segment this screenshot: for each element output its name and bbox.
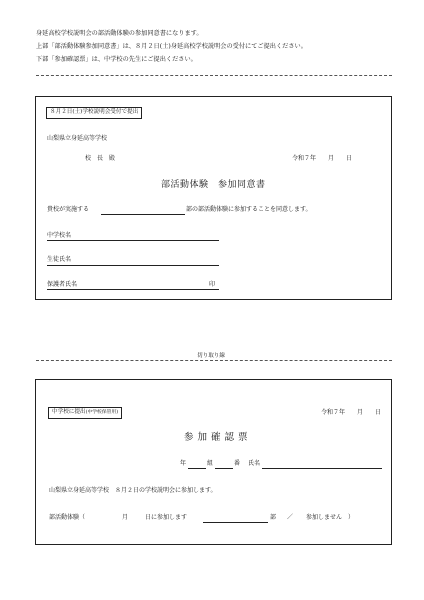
participation-statement: 山梨県立身延高等学校 ８月２日の学校説明会に参加します。 (49, 487, 217, 494)
month-suffix: 月 (122, 514, 129, 521)
guardian-name-field[interactable] (47, 289, 219, 290)
intro-line-2: 上部「部活動体験参加同意書」は、８月２日(土)身延高校学校説明会の受付にてご提出ください。 (36, 43, 307, 50)
student-name-field[interactable] (47, 265, 219, 266)
club-suffix: 部 (270, 514, 277, 521)
addressee-title: 校 長 殿 (85, 155, 116, 162)
consent-prefix: 貴校が実施する (47, 206, 90, 213)
form-date: 令和７年 月 日 (292, 155, 353, 162)
submission-tag: ８月２日(土)学校説明会受付で提出 (46, 107, 142, 119)
not-attend-text: 参加しません ） (306, 514, 355, 521)
intro-line-1: 身延高校学校説明会の部活動体験の参加同意書になります。 (36, 30, 203, 37)
cut-line (36, 360, 392, 361)
number-field[interactable] (215, 468, 233, 469)
cut-line-label: 切り取り線 (194, 354, 228, 360)
consent-suffix: 部の部活動体験に参加することを同意します。 (186, 206, 312, 213)
tag-main: 中学校に提出 (52, 409, 86, 415)
consent-form (35, 96, 392, 300)
confirmation-form (35, 379, 392, 545)
intro-line-3: 下部「参加確認票」は、中学校の先生にご提出ください。 (36, 56, 197, 63)
slash-separator: ／ (287, 514, 294, 521)
grade-field-group (180, 461, 186, 467)
form2-date: 令和７年 月 日 (321, 409, 382, 416)
number-suffix: 番 (234, 460, 241, 467)
club-name-field[interactable] (101, 214, 185, 215)
tag-note: (中学校保管用) (85, 410, 119, 415)
submission-tag-2 (48, 407, 122, 419)
class-field[interactable] (188, 468, 206, 469)
day-text: 日に参加します (145, 514, 188, 521)
form-title: 部活動体験 参加同意書 (161, 180, 266, 190)
name-label: 氏名 (248, 460, 261, 467)
grade-suffix: 年 (180, 460, 187, 467)
student-name-label: 生徒氏名 (47, 256, 72, 263)
separator-dashed-top (36, 75, 392, 76)
addressee-school: 山梨県立身延高等学校 (47, 135, 108, 142)
form2-title: 参加確認票 (184, 432, 252, 443)
class-suffix: 組 (207, 460, 214, 467)
seal-mark: 印 (209, 281, 216, 288)
junior-high-field[interactable] (47, 240, 219, 241)
name-field[interactable] (262, 468, 382, 469)
club-field[interactable] (203, 522, 268, 523)
guardian-name-label: 保護者氏名 (47, 281, 78, 288)
junior-high-label: 中学校名 (47, 232, 72, 239)
activity-prefix: 部活動体験（ (49, 514, 86, 521)
